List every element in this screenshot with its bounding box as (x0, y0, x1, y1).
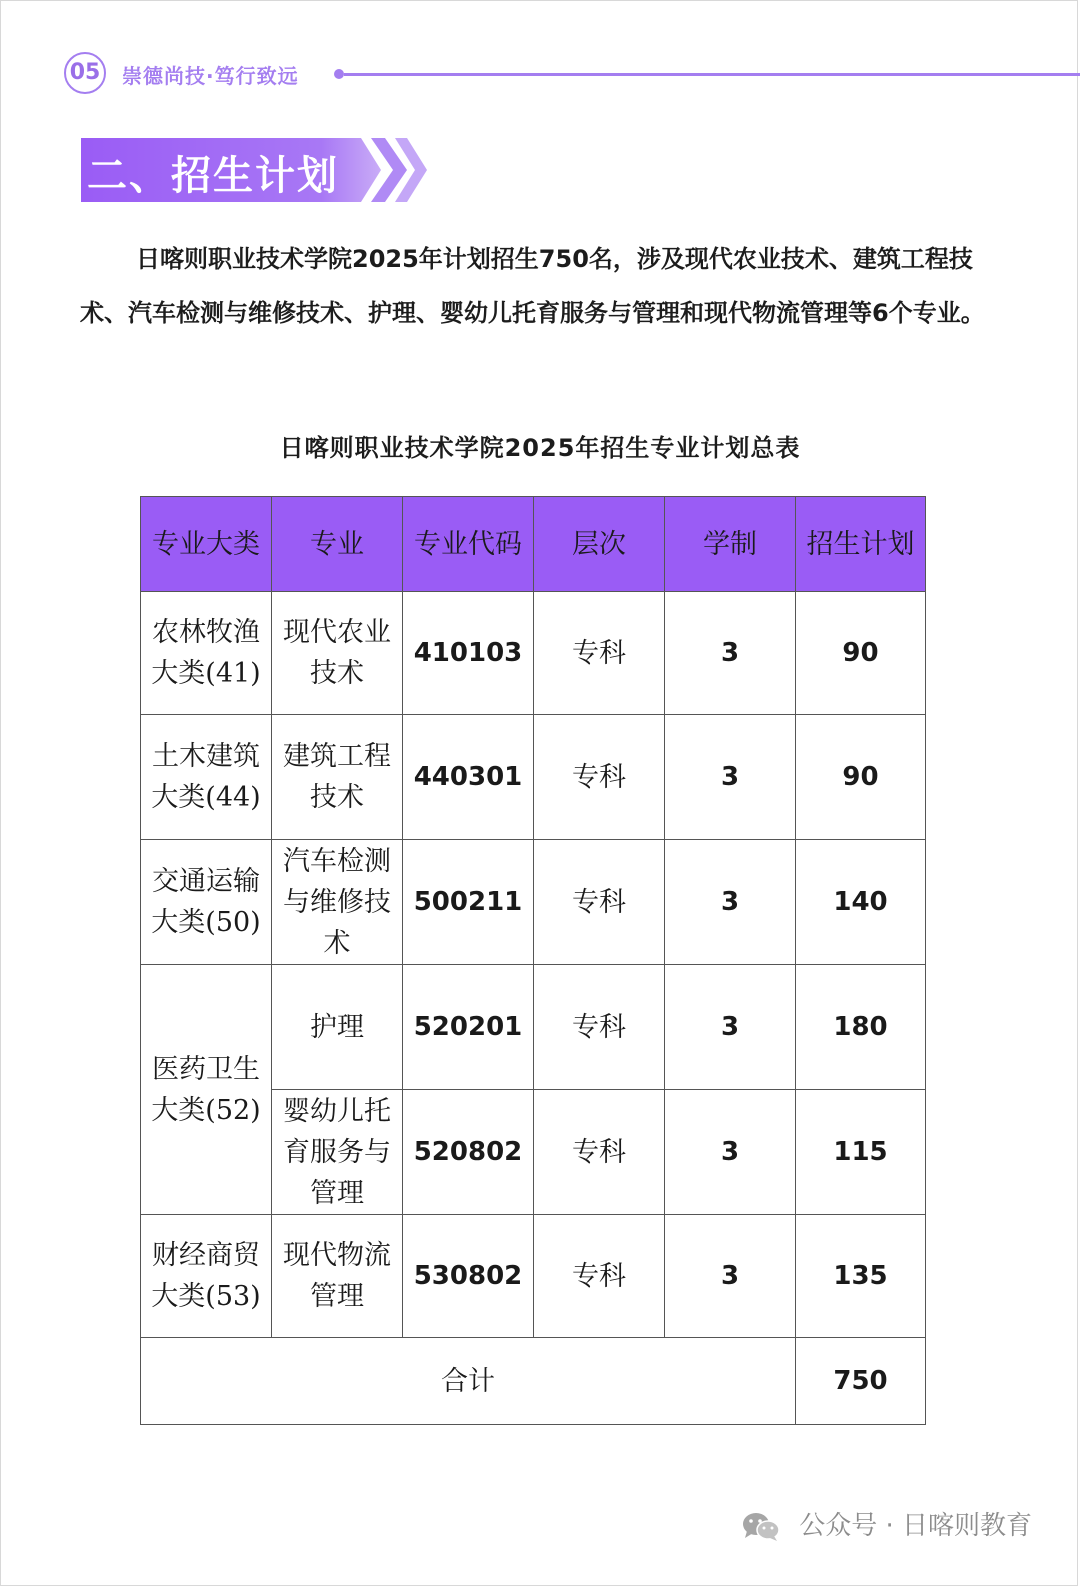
years-cell: 3 (665, 1090, 796, 1215)
code-cell: 520802 (403, 1090, 534, 1215)
total-label: 合计 (141, 1338, 796, 1425)
major-cell: 建筑工程技术 (272, 715, 403, 840)
major-cell: 汽车检测与维修技术 (272, 840, 403, 965)
years-cell: 3 (665, 840, 796, 965)
table-row (141, 965, 926, 1090)
enrollment-plan-table (140, 496, 926, 1425)
table-row (141, 1215, 926, 1338)
major-cell: 护理 (272, 965, 403, 1090)
major-cell: 现代物流管理 (272, 1215, 403, 1338)
table-row (141, 715, 926, 840)
header-rule (344, 73, 1080, 76)
wechat-icon (741, 1511, 781, 1543)
code-cell: 440301 (403, 715, 534, 840)
category-cell: 交通运输大类(50) (141, 840, 272, 965)
header-category: 专业大类 (141, 497, 272, 592)
section-banner (81, 134, 431, 206)
table-row (141, 840, 926, 965)
table-title: 日喀则职业技术学院2025年招生专业计划总表 (279, 434, 801, 462)
header-dot (334, 69, 344, 79)
years-cell: 3 (665, 592, 796, 715)
level-cell: 专科 (534, 592, 665, 715)
total-row (141, 1338, 926, 1425)
level-cell: 专科 (534, 715, 665, 840)
plan-cell: 90 (796, 715, 926, 840)
header-major: 专业 (272, 497, 403, 592)
level-cell: 专科 (534, 1215, 665, 1338)
header-code: 专业代码 (403, 497, 534, 592)
category-cell: 财经商贸大类(53) (141, 1215, 272, 1338)
section-title: 二、招生计划 (87, 153, 339, 199)
page-header (64, 52, 1080, 98)
intro-paragraph: 日喀则职业技术学院2025年计划招生750名，涉及现代农业技术、建筑工程技术、汽车检测与维修技术、护理、婴幼儿托育服务与管理和现代物流管理等6个专业。 (80, 245, 985, 327)
plan-cell: 140 (796, 840, 926, 965)
category-cell: 农林牧渔大类(41) (141, 592, 272, 715)
watermark-text: 公众号 · 日喀则教育 (799, 1511, 1032, 1541)
level-cell: 专科 (534, 965, 665, 1090)
level-cell: 专科 (534, 1090, 665, 1215)
page-number: 05 (64, 52, 106, 94)
major-cell: 现代农业技术 (272, 592, 403, 715)
table-header-row (141, 497, 926, 592)
category-cell: 土木建筑大类(44) (141, 715, 272, 840)
plan-cell: 180 (796, 965, 926, 1090)
years-cell: 3 (665, 965, 796, 1090)
header-years: 学制 (665, 497, 796, 592)
footer-watermark (741, 1506, 1032, 1546)
header-level: 层次 (534, 497, 665, 592)
code-cell: 530802 (403, 1215, 534, 1338)
plan-cell: 90 (796, 592, 926, 715)
level-cell: 专科 (534, 840, 665, 965)
major-cell: 婴幼儿托育服务与管理 (272, 1090, 403, 1215)
plan-cell: 115 (796, 1090, 926, 1215)
code-cell: 500211 (403, 840, 534, 965)
table-row (141, 592, 926, 715)
code-cell: 410103 (403, 592, 534, 715)
header-plan: 招生计划 (796, 497, 926, 592)
years-cell: 3 (665, 1215, 796, 1338)
code-cell: 520201 (403, 965, 534, 1090)
category-cell: 医药卫生大类(52) (141, 965, 272, 1215)
plan-cell: 135 (796, 1215, 926, 1338)
total-value: 750 (796, 1338, 926, 1425)
years-cell: 3 (665, 715, 796, 840)
header-slogan: 崇德尚技·笃行致远 (122, 64, 299, 88)
